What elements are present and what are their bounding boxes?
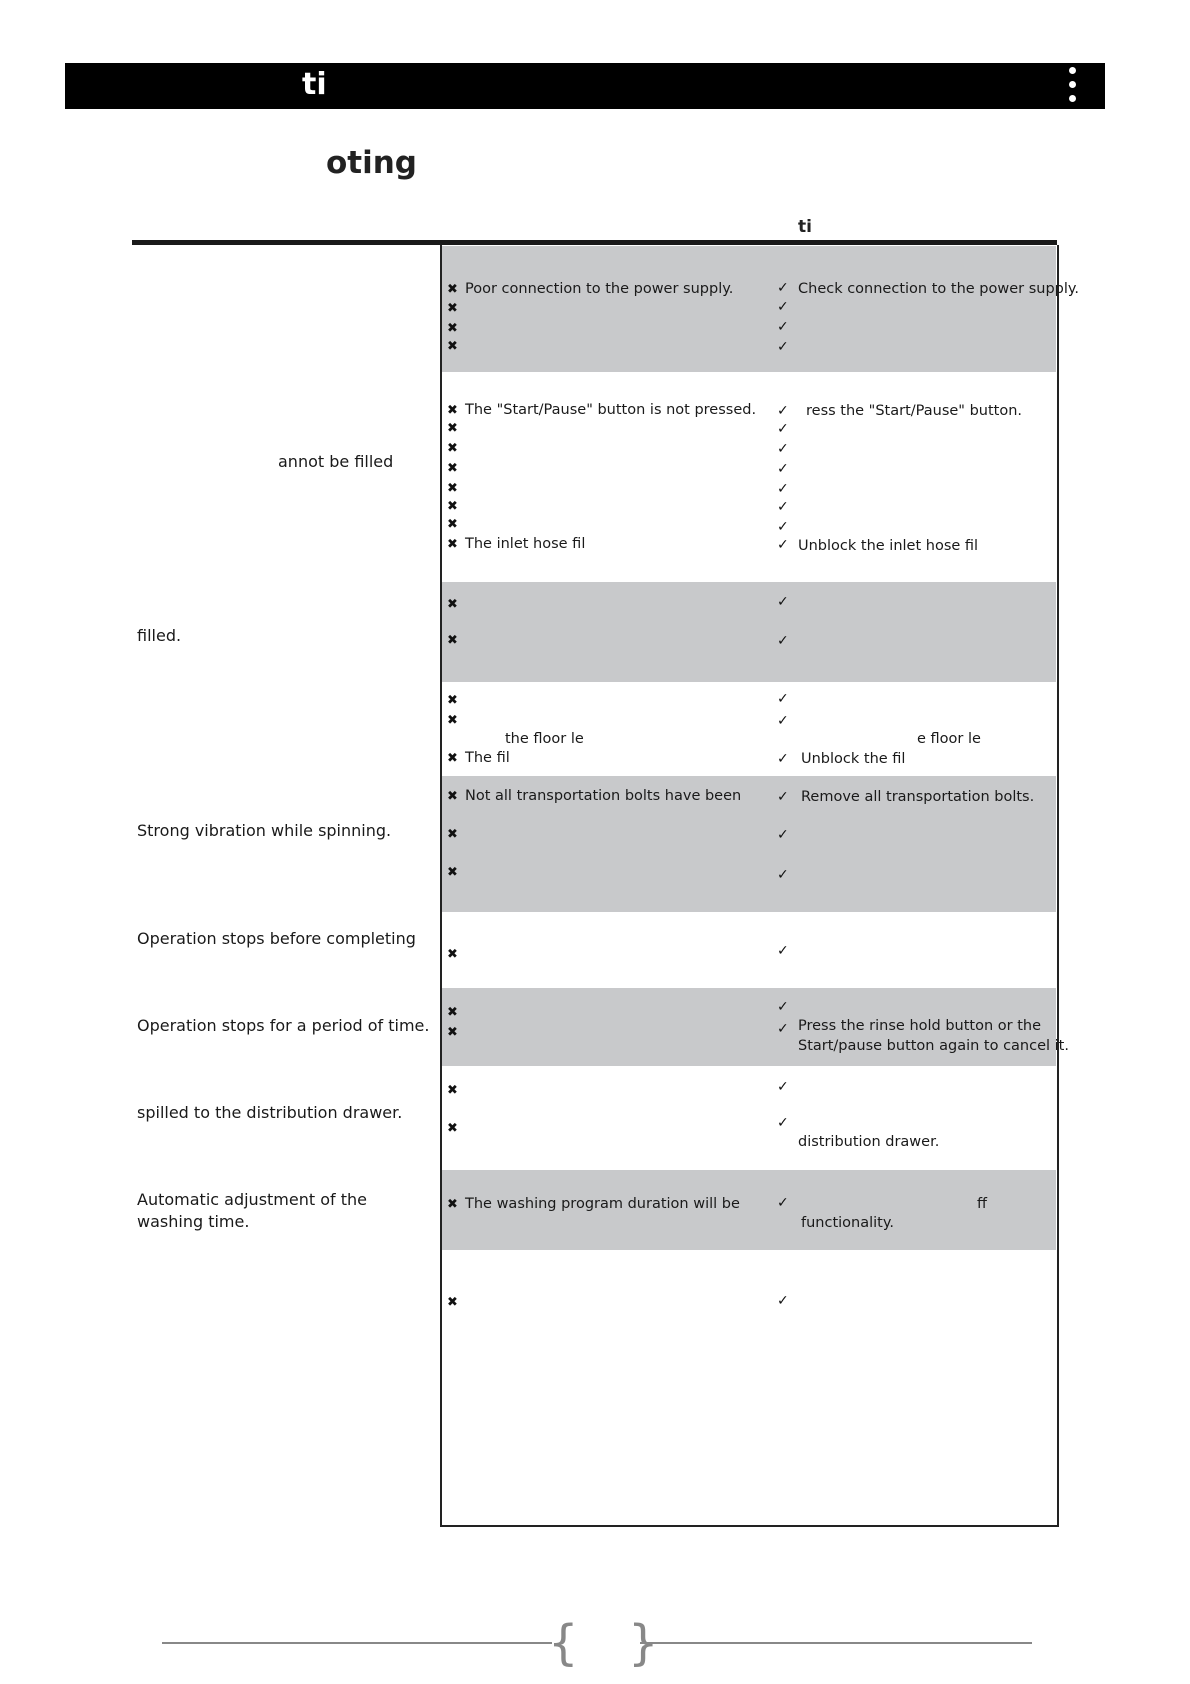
cross-icon: ✖ <box>447 633 458 648</box>
cross-icon: ✖ <box>447 441 458 456</box>
check-icon: ✓ <box>777 633 789 649</box>
solution-text: ress the "Start/Pause" button. <box>806 403 1023 419</box>
cross-icon: ✖ <box>447 1083 458 1098</box>
check-icon: ✓ <box>777 421 789 437</box>
check-icon: ✓ <box>777 1195 789 1211</box>
check-icon: ✓ <box>777 519 789 535</box>
footer-left-bracket-icon: { <box>548 1615 579 1671</box>
problem-text: filled. <box>137 626 182 645</box>
problem-text: annot be filled <box>278 452 394 471</box>
cross-icon: ✖ <box>447 461 458 476</box>
page-title: oting <box>326 145 418 181</box>
cross-icon: ✖ <box>447 789 458 804</box>
cross-icon: ✖ <box>447 1295 458 1310</box>
check-icon: ✓ <box>777 691 789 707</box>
problem-text: spilled to the distribution drawer. <box>137 1103 403 1122</box>
cross-icon: ✖ <box>447 751 458 766</box>
solution-text: Check connection to the power supply. <box>798 281 1080 297</box>
check-icon: ✓ <box>777 299 789 315</box>
check-icon: ✓ <box>777 827 789 843</box>
check-icon: ✓ <box>777 594 789 610</box>
check-icon: ✓ <box>777 999 789 1015</box>
troubleshooting-table <box>440 245 1059 1527</box>
check-icon: ✓ <box>777 319 789 335</box>
header-glyph: ti <box>302 67 327 102</box>
check-icon: ✓ <box>777 943 789 959</box>
cross-icon: ✖ <box>447 865 458 880</box>
cause-text: The fil <box>465 750 510 766</box>
solution-text: Start/pause button again to cancel it. <box>798 1038 1069 1054</box>
cause-text: The inlet hose fil <box>465 536 586 552</box>
solution-text: functionality. <box>801 1215 894 1231</box>
footer-rule-left <box>162 1642 552 1644</box>
check-icon: ✓ <box>777 713 789 729</box>
problem-text: Strong vibration while spinning. <box>137 821 392 840</box>
cross-icon: ✖ <box>447 1121 458 1136</box>
cross-icon: ✖ <box>447 537 458 552</box>
check-icon: ✓ <box>777 280 789 296</box>
solution-text: distribution drawer. <box>798 1134 940 1150</box>
check-icon: ✓ <box>777 499 789 515</box>
check-icon: ✓ <box>777 537 789 553</box>
problem-text: Operation stops before completing <box>137 929 416 948</box>
check-icon: ✓ <box>777 461 789 477</box>
cross-icon: ✖ <box>447 517 458 532</box>
check-icon: ✓ <box>777 789 789 805</box>
header-bar <box>65 63 1105 109</box>
cause-text: the floor le <box>505 731 584 747</box>
check-icon: ✓ <box>777 751 789 767</box>
footer-right-bracket-icon: } <box>628 1615 659 1671</box>
solution-text: Remove all transportation bolts. <box>801 789 1035 805</box>
check-icon: ✓ <box>777 1293 789 1309</box>
cross-icon: ✖ <box>447 481 458 496</box>
cross-icon: ✖ <box>447 499 458 514</box>
check-icon: ✓ <box>777 403 789 419</box>
problem-text: Automatic adjustment of the <box>137 1190 367 1209</box>
cross-icon: ✖ <box>447 282 458 297</box>
check-icon: ✓ <box>777 339 789 355</box>
cross-icon: ✖ <box>447 693 458 708</box>
cross-icon: ✖ <box>447 1005 458 1020</box>
cause-text: Poor connection to the power supply. <box>465 281 734 297</box>
cross-icon: ✖ <box>447 301 458 316</box>
cross-icon: ✖ <box>447 947 458 962</box>
dots-icon <box>1069 67 1077 109</box>
solution-text: Unblock the inlet hose fil <box>798 538 979 554</box>
cross-icon: ✖ <box>447 321 458 336</box>
solution-text: e floor le <box>917 731 981 747</box>
solution-text: Press the rinse hold button or the <box>798 1018 1042 1034</box>
check-icon: ✓ <box>777 481 789 497</box>
cross-icon: ✖ <box>447 421 458 436</box>
check-icon: ✓ <box>777 1021 789 1037</box>
cross-icon: ✖ <box>447 597 458 612</box>
cause-text: The washing program duration will be <box>465 1196 740 1212</box>
cross-icon: ✖ <box>447 713 458 728</box>
column-heading: ti <box>798 217 812 237</box>
cross-icon: ✖ <box>447 403 458 418</box>
check-icon: ✓ <box>777 441 789 457</box>
cross-icon: ✖ <box>447 827 458 842</box>
check-icon: ✓ <box>777 1079 789 1095</box>
check-icon: ✓ <box>777 1115 789 1131</box>
cause-text: The "Start/Pause" button is not pressed. <box>465 402 757 418</box>
problem-text: Operation stops for a period of time. <box>137 1016 430 1035</box>
cross-icon: ✖ <box>447 1025 458 1040</box>
cross-icon: ✖ <box>447 339 458 354</box>
problem-text: washing time. <box>137 1212 250 1231</box>
cause-text: Not all transportation bolts have been <box>465 788 742 804</box>
check-icon: ✓ <box>777 867 789 883</box>
footer-rule-right <box>640 1642 1032 1644</box>
cross-icon: ✖ <box>447 1197 458 1212</box>
solution-text: Unblock the fil <box>801 751 906 767</box>
solution-text: ff <box>977 1196 987 1212</box>
